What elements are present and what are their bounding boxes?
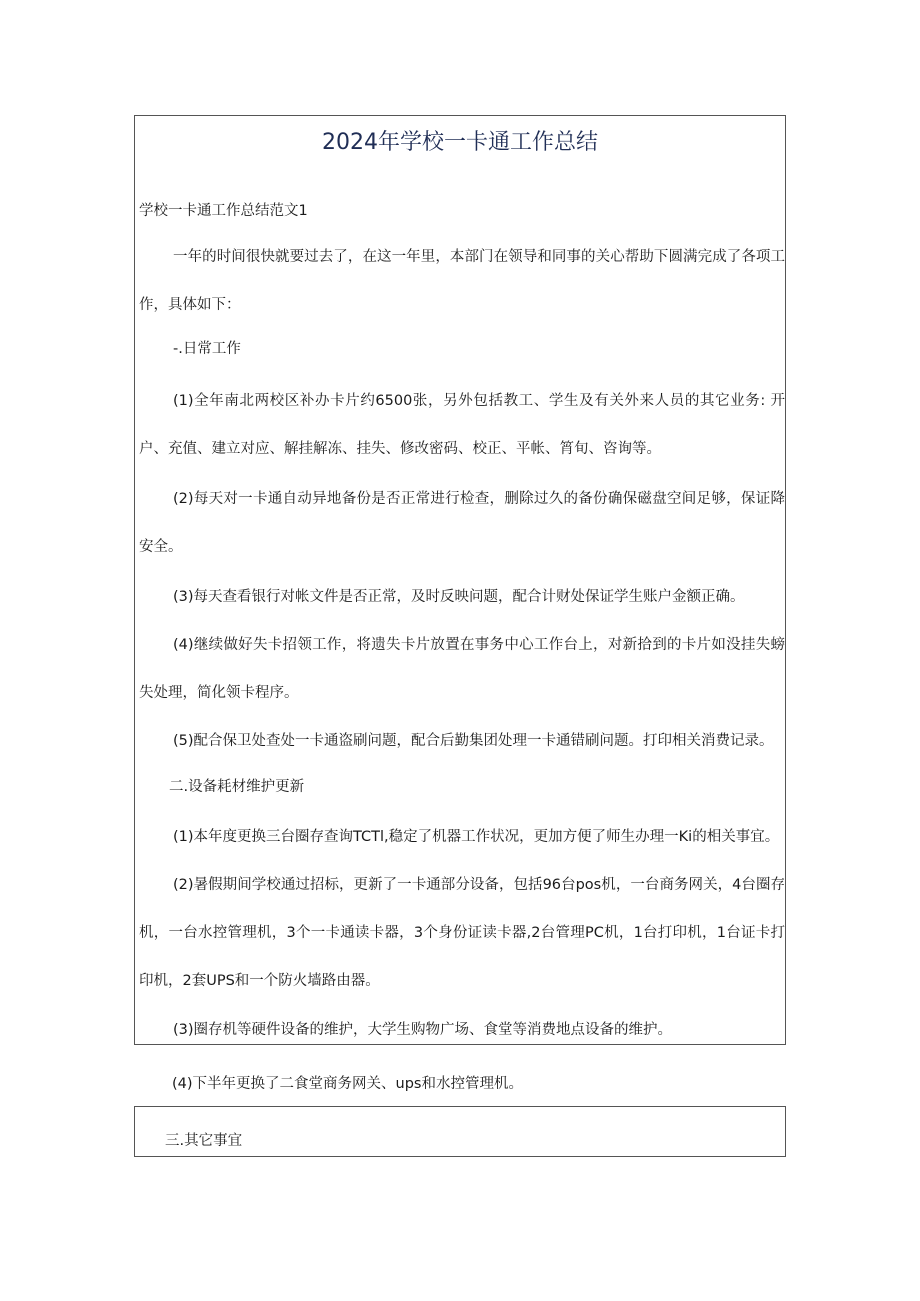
section-2-heading: 二.设备耗材维护更新 bbox=[169, 779, 305, 795]
subtitle: 学校一卡通工作总结范文1 bbox=[139, 203, 308, 219]
section-1-item-4: (4)继续做好失卡招领工作，将遗失卡片放置在事务中心工作台上，对新拾到的卡片如没挂失螃失处理，简化领卡程序。 bbox=[139, 637, 785, 701]
section-2-item-3: (3)圈存机等硬件设备的维护，大学生购物广场、食堂等消费地点设备的维护。 bbox=[173, 1022, 673, 1038]
section-1-item-5: (5)配合保卫处查处一卡通盗刷问题，配合后勤集团处理一卡通错刷问题。打印相关消费记录。 bbox=[173, 733, 774, 749]
section-2-item-4: (4)下半年更换了二食堂商务网关、ups和水控管理机。 bbox=[172, 1076, 523, 1092]
content-frame bbox=[134, 115, 786, 1045]
section-2-item-2: (2)暑假期间学校通过招标，更新了一卡通部分设备，包括96台pos机，一台商务网关，4台圈存机，一台水控管理机，3个一卡通读卡器，3个身份证读卡器,2台管理PC机，1台打印机，1台证卡打印机，2套UPS和一个防火墙路由器。 bbox=[139, 877, 785, 989]
other-matters-frame bbox=[134, 1106, 786, 1157]
section-2-item-1: (1)本年度更换三台圈存查询TCTl,稳定了机器工作状况，更加方便了师生办理一Ki的相关事宜。 bbox=[173, 829, 780, 845]
intro-paragraph: 一年的时间很快就要过去了，在这一年里，本部门在领导和同事的关心帮助下圆满完成了各项工作，具体如下： bbox=[139, 249, 785, 313]
section-1-item-3: (3)每天查看银行对帐文件是否正常，及时反映问题，配合计财处保证学生账户金额正确。 bbox=[173, 589, 745, 605]
section-1-item-1: (1)全年南北两校区补办卡片约6500张，另外包括教工、学生及有关外来人员的其它业务: 开户、充值、建立对应、解挂解冻、挂失、修改密码、校正、平帐、筲旬、咨询等。 bbox=[139, 393, 785, 457]
section-1-heading: -.日常工作 bbox=[173, 341, 241, 357]
section-3-heading: 三.其它事宜 bbox=[165, 1133, 243, 1149]
document-title: 2024年学校一卡通工作总结 bbox=[322, 130, 598, 155]
section-1-item-2: (2)每天对一卡通自动异地备份是否正常进行检查，删除过久的备份确保磁盘空间足够，保证降安全。 bbox=[139, 491, 785, 555]
